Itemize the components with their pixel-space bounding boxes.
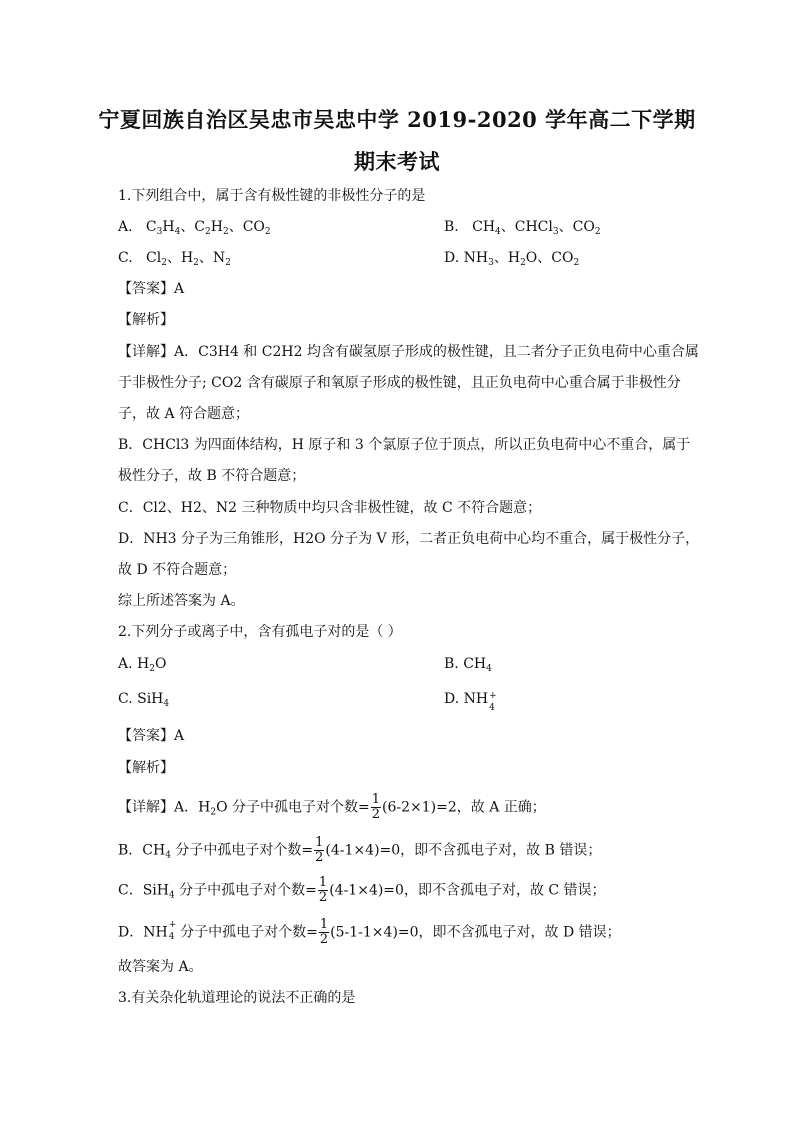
q1-option-a: A. $C_3H_4$、$C_2H_2$、$CO_2$ [118, 219, 271, 237]
q2-option-d: D. NH + 4 [444, 691, 497, 713]
q1-detail-line: 子，故 A 符合题意； [118, 406, 250, 422]
q1-conclusion: 综上所述答案为 A。 [118, 593, 245, 609]
q2-stem: 2.下列分子或离子中，含有孤电子对的是（ ） [118, 624, 402, 640]
q2-answer: 【答案】A [118, 728, 185, 744]
q2-option-c: C. SiH$_4$ [118, 691, 170, 709]
q2-analysis-heading: 【解析】 [118, 760, 174, 776]
q2-detail-a: 【详解】A．$H_2O$ 分子中孤电子对个数= $\frac{1}{2}$ (6-2×1)=2，故 A 正确； [118, 792, 546, 822]
q1-detail-line: 极性分子，故 B 不符合题意； [118, 468, 306, 484]
q1-detail-line: B．CHCl3 为四面体结构，H 原子和 3 个氯原子位于顶点，所以正负电荷中心不重合，属于 [118, 437, 691, 453]
q3-stem: 3.有关杂化轨道理论的说法不正确的是 [118, 990, 356, 1006]
q1-detail-line: 于非极性分子; CO2 含有碳原子和氧原子形成的极性键，且正负电荷中心重合属于非极性分 [118, 375, 681, 391]
q1-detail-line: C．Cl2、H2、N2 三种物质中均只含非极性键，故 C 不符合题意； [118, 500, 542, 516]
q1-option-c: C. $Cl_2$、$H_2$、$N_2$ [118, 250, 231, 268]
q2-detail-b: B．$CH_4$ 分子中孤电子对个数= $\frac{1}{2}$ (4-1×4)=0，即不含孤电子对，故 B 错误； [118, 835, 602, 865]
q1-analysis-heading: 【解析】 [118, 312, 174, 328]
q1-detail-line: 故 D 不符合题意； [118, 562, 237, 578]
q1-stem: 1.下列组合中，属于含有极性键的非极性分子的是 [118, 188, 426, 204]
exam-title-line1: 宁夏回族自治区吴忠市吴忠中学 2019-2020 学年高二下学期 [98, 107, 696, 132]
q2-detail-c: C．SiH$_4$ 分子中孤电子对个数= $\frac{1}{2}$ (4-1×4)=0，即不含孤电子对，故 C 错误； [118, 875, 606, 905]
exam-title-line2: 期末考试 [354, 149, 440, 174]
q1-option-d: D. $NH_3$、$H_2O$、$CO_2$ [444, 250, 580, 268]
q2-option-a: A. $H_2O$ [118, 656, 167, 674]
q1-answer: 【答案】A [118, 281, 185, 297]
q1-detail-line: 【详解】A．C3H4 和 C2H2 均含有碳氢原子形成的极性键，且二者分子正负电荷中心重合属 [118, 344, 699, 360]
q1-option-b: B. $CH_4$、CHCl$_3$、$CO_2$ [444, 219, 601, 237]
q2-conclusion: 故答案为 A。 [118, 959, 203, 975]
q2-option-b: B. $CH_4$ [444, 656, 492, 674]
q2-detail-d: D．NH + 4 分子中孤电子对个数= $\frac{1}{2}$ (5-1-1×4)=0，即不含孤电子对，故 D 错误； [118, 917, 621, 947]
q1-detail-line: D．NH3 分子为三角锥形，H2O 分子为 V 形，二者正负电荷中心均不重合，属于极性分子， [118, 531, 700, 547]
